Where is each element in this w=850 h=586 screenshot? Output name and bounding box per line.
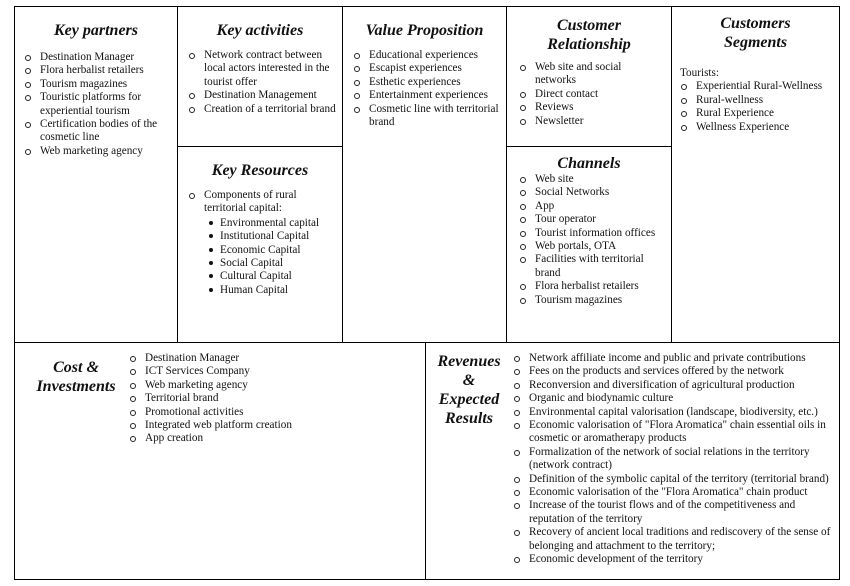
list-item: Escapist experiences — [369, 62, 503, 75]
list-item: Creation of a territorial brand — [204, 102, 336, 115]
list-item: Newsletter — [535, 115, 663, 128]
customer-segments-title-line2: Segments — [723, 34, 788, 51]
key-activities-list — [204, 49, 336, 116]
list-item — [204, 189, 336, 297]
revenues-title — [430, 352, 508, 428]
list-item: Cultural Capital — [220, 270, 336, 283]
list-item: Certification bodies of the cosmetic line — [40, 118, 172, 145]
list-item: Esthetic experiences — [369, 76, 503, 89]
list-item: Tourism magazines — [535, 294, 663, 307]
revenues-title-line1: Revenues — [437, 353, 501, 370]
list-item: Web marketing agency — [40, 145, 172, 158]
list-item: Entertainment experiences — [369, 89, 503, 102]
revenues-box — [425, 342, 840, 580]
list-item: Economic valorisation of "Flora Aromatica" chain essential oils in cosmetic or aromatherapy products — [529, 419, 834, 446]
customer-segments-box — [671, 6, 840, 343]
list-item: Facilities with territorial brand — [535, 253, 663, 280]
list-item: Flora herbalist retailers — [40, 64, 172, 77]
list-item: Environmental capital valorisation (landscape, biodiversity, etc.) — [529, 406, 834, 419]
list-item: Definition of the symbolic capital of the territory (territorial brand) — [529, 473, 834, 486]
customer-relationship-title-line2: Relationship — [547, 36, 631, 53]
channels-box — [506, 146, 672, 343]
channels-title: Channels — [557, 155, 621, 172]
list-item: Increase of the tourist flows and of the competitiveness and reputation of the territory — [529, 499, 834, 526]
list-item: Experiential Rural-Wellness — [696, 80, 836, 93]
cost-investments-list — [145, 352, 405, 446]
value-proposition-box — [342, 6, 507, 343]
revenues-list — [529, 352, 834, 567]
list-item: Reviews — [535, 101, 663, 114]
key-resources-title: Key Resources — [211, 162, 309, 179]
key-resources-item: Components of rural territorial capital: — [204, 189, 297, 215]
value-proposition-list — [369, 49, 503, 129]
list-item: Flora herbalist retailers — [535, 280, 663, 293]
cost-investments-title-line1: Cost & — [53, 359, 99, 376]
list-item: Human Capital — [220, 284, 336, 297]
cost-investments-box — [14, 342, 426, 580]
list-item: Rural Experience — [696, 107, 836, 120]
list-item: Territorial brand — [145, 392, 405, 405]
revenues-title-line3: Expected — [438, 391, 500, 408]
key-partners-title: Key partners — [54, 22, 138, 39]
list-item: Network contract between local actors interested in the tourist offer — [204, 49, 336, 89]
value-proposition-title: Value Proposition — [365, 22, 484, 39]
list-item: Reconversion and diversification of agricultural production — [529, 379, 834, 392]
list-item: Institutional Capital — [220, 230, 336, 243]
customer-relationship-list — [535, 61, 663, 128]
channels-list — [535, 173, 663, 307]
customer-relationship-box — [506, 6, 672, 147]
list-item: Web portals, OTA — [535, 240, 663, 253]
customer-segments-intro: Tourists: — [680, 67, 719, 79]
list-item: Integrated web platform creation — [145, 419, 405, 432]
list-item: Tourist information offices — [535, 227, 663, 240]
cost-investments-title-line2: Investments — [36, 378, 116, 395]
list-item: Educational experiences — [369, 49, 503, 62]
list-item: Promotional activities — [145, 406, 405, 419]
list-item: Web site and social networks — [535, 61, 663, 88]
customer-relationship-title — [507, 16, 671, 54]
revenues-title-line2: & — [462, 372, 476, 389]
cost-investments-title — [21, 358, 131, 396]
key-resources-box — [177, 146, 343, 343]
list-item: Tour operator — [535, 213, 663, 226]
list-item: Formalization of the network of social relations in the territory (network contract) — [529, 446, 834, 473]
revenues-title-line4: Results — [444, 410, 493, 427]
list-item: Wellness Experience — [696, 121, 836, 134]
list-item: Tourism magazines — [40, 78, 172, 91]
customer-relationship-title-line1: Customer — [556, 17, 621, 34]
key-resources-sublist — [220, 217, 336, 297]
key-resources-list — [204, 189, 336, 297]
key-activities-box — [177, 6, 343, 147]
list-item: Social Capital — [220, 257, 336, 270]
list-item: Web marketing agency — [145, 379, 405, 392]
key-partners-box — [14, 6, 178, 343]
list-item: Destination Manager — [40, 51, 172, 64]
list-item: App — [535, 200, 663, 213]
list-item: App creation — [145, 432, 405, 445]
key-activities-title: Key activities — [216, 22, 304, 39]
list-item: Direct contact — [535, 88, 663, 101]
list-item: Social Networks — [535, 186, 663, 199]
list-item: Economic development of the territory — [529, 553, 834, 566]
list-item: ICT Services Company — [145, 365, 405, 378]
list-item: Web site — [535, 173, 663, 186]
customer-segments-title — [672, 14, 839, 52]
list-item: Organic and biodynamic culture — [529, 392, 834, 405]
list-item: Network affiliate income and public and private contributions — [529, 352, 834, 365]
list-item: Destination Management — [204, 89, 336, 102]
list-item: Destination Manager — [145, 352, 405, 365]
list-item: Touristic platforms for experiential tourism — [40, 91, 172, 118]
customer-segments-list — [696, 80, 836, 134]
list-item: Cosmetic line with territorial brand — [369, 103, 503, 130]
list-item: Recovery of ancient local traditions and rediscovery of the sense of belonging and attachment to the territory; — [529, 526, 834, 553]
key-partners-list — [40, 51, 172, 158]
list-item: Rural-wellness — [696, 94, 836, 107]
list-item: Economic valorisation of the "Flora Aromatica" chain product — [529, 486, 834, 499]
list-item: Fees on the products and services offered by the network — [529, 365, 834, 378]
customer-segments-title-line1: Customers — [720, 15, 791, 32]
list-item: Environmental capital — [220, 217, 336, 230]
list-item: Economic Capital — [220, 244, 336, 257]
